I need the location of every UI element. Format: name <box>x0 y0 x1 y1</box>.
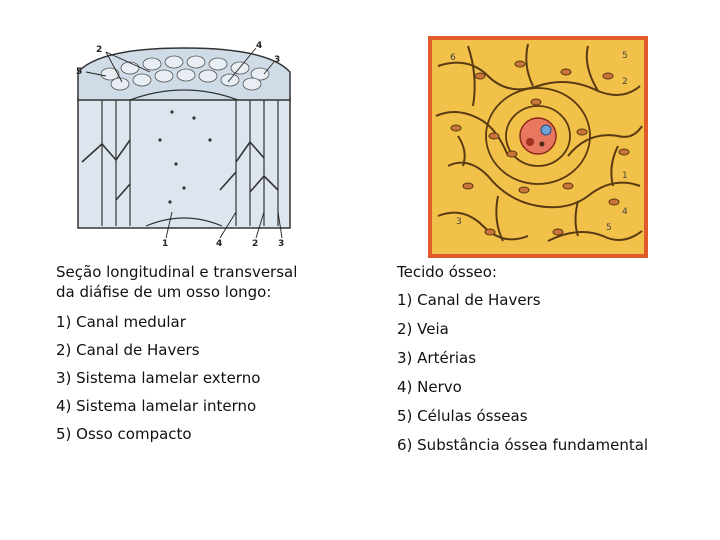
left-caption-item: 4) Sistema lamelar interno <box>56 397 257 415</box>
right-caption-item: 4) Nervo <box>397 378 462 396</box>
right-caption-item: 5) Células ósseas <box>397 407 528 425</box>
label-1-bottom: 1 <box>162 239 169 249</box>
label-2-bottom: 2 <box>252 239 259 249</box>
nerve-fiber <box>540 142 545 147</box>
label-5-bottom: 5 <box>606 223 612 233</box>
left-caption-item: 2) Canal de Havers <box>56 341 200 359</box>
label-3: 3 <box>456 217 462 227</box>
left-caption-item: 5) Osso compacto <box>56 425 192 443</box>
right-caption <box>397 262 648 464</box>
left-caption <box>56 262 297 452</box>
right-caption-item: 3) Artérias <box>397 349 477 367</box>
label-5-top: 5 <box>622 51 628 61</box>
right-caption-item: 2) Veia <box>397 320 449 338</box>
right-caption-title: Tecido ósseo: <box>397 263 497 281</box>
label-5: 5 <box>76 67 83 77</box>
label-2-top: 2 <box>96 45 103 55</box>
artery-vessel <box>526 138 534 146</box>
label-6: 6 <box>450 53 456 63</box>
left-caption-title <box>56 262 297 302</box>
left-caption-item: 1) Canal medular <box>56 313 186 331</box>
bone-tissue-diagram <box>428 36 648 258</box>
diaphysis-section-diagram <box>60 12 300 252</box>
label-4: 4 <box>622 207 628 217</box>
right-caption-item: 1) Canal de Havers <box>397 291 541 309</box>
haversian-canal <box>520 118 556 154</box>
label-4-bottom: 4 <box>216 239 223 249</box>
label-3-bottom: 3 <box>278 239 285 249</box>
label-2: 2 <box>622 77 628 87</box>
label-3-top: 3 <box>274 55 281 65</box>
left-caption-title-line2: da diáfise de um osso longo: <box>56 283 272 301</box>
left-caption-item: 3) Sistema lamelar externo <box>56 369 261 387</box>
right-caption-item: 6) Substância óssea fundamental <box>397 436 649 454</box>
left-caption-title-line1: Seção longitudinal e transversal <box>56 263 298 281</box>
vein-vessel <box>541 125 551 135</box>
label-4-top: 4 <box>256 41 263 51</box>
bone-longitudinal-section <box>78 98 290 228</box>
label-1: 1 <box>622 171 628 181</box>
